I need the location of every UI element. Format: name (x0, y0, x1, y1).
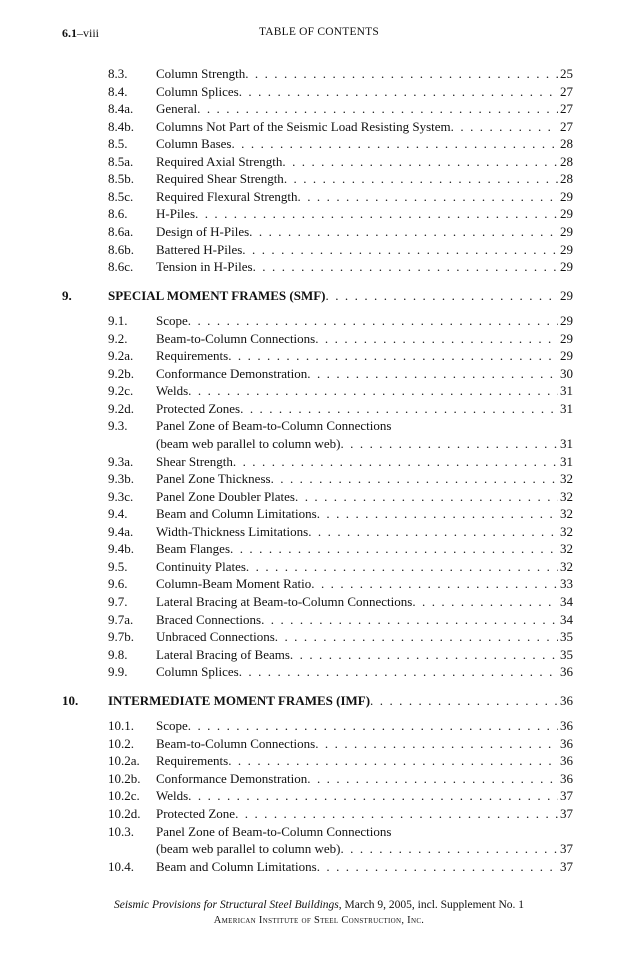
toc-entry-title-continued: (beam web parallel to column web) (156, 436, 341, 451)
toc-entry-title: Conformance Demonstration (156, 770, 308, 786)
dot-leader (326, 287, 558, 304)
dot-leader (307, 365, 558, 382)
toc-entry-number: 10.1. (108, 718, 134, 734)
toc-entry-number: 9.6. (108, 576, 128, 592)
toc-entry-line (156, 312, 573, 329)
dot-leader (195, 205, 558, 222)
toc-entry-line (156, 593, 573, 610)
toc-entry-line (156, 805, 573, 822)
toc-entry-page: 27 (560, 83, 573, 99)
dot-leader (317, 858, 558, 875)
toc-entry-number: 9.3c. (108, 488, 134, 504)
toc-entry-number: 8.4. (108, 83, 128, 99)
dot-leader (249, 223, 558, 240)
toc-entry-line (156, 223, 573, 240)
dot-leader (340, 840, 558, 857)
toc-entry-line (156, 787, 573, 804)
toc-entry-line (156, 153, 573, 170)
dot-leader (315, 735, 558, 752)
dot-leader (340, 435, 558, 452)
toc-entry-title: Columns Not Part of the Seismic Load Resisting System (156, 118, 451, 134)
toc-entry-line (156, 540, 573, 557)
toc-entry-title: Panel Zone of Beam-to-Column Connections (156, 823, 392, 839)
toc-entry-line (156, 382, 573, 399)
toc-entry-title: Unbraced Connections (156, 629, 275, 645)
toc-entry-page: 27 (560, 101, 573, 117)
toc-entry-line (156, 575, 573, 592)
toc-entry-page: 37 (560, 841, 573, 857)
dot-leader (271, 470, 558, 487)
toc-entry-number: 9.2b. (108, 365, 134, 381)
toc-entry-page: 29 (560, 313, 573, 329)
dot-leader (230, 540, 558, 557)
toc-entry-title: Column Strength (156, 66, 246, 81)
toc-entry-number: 9.1. (108, 313, 128, 329)
page-number-main: 6.1 (62, 26, 77, 40)
toc-entry-line (156, 735, 573, 752)
footer-publisher: American Institute of Steel Construction, Inc. (213, 915, 425, 926)
dot-leader (253, 258, 558, 275)
toc-entry-title: Scope (156, 313, 188, 329)
toc-entry-line (156, 558, 573, 575)
page-number-suffix: –viii (77, 26, 100, 40)
toc-entry-title: Beam and Column Limitations (156, 506, 317, 522)
toc-entry-line (156, 663, 573, 680)
toc-entry-number: 10.2c. (108, 788, 140, 804)
dot-leader (311, 575, 558, 592)
toc-entry-number: 9.2d. (108, 400, 134, 416)
toc-entry-page: 31 (560, 436, 573, 451)
toc-entry-page: 29 (560, 223, 573, 239)
toc-entry-page: 32 (560, 523, 573, 539)
running-header-title: TABLE OF CONTENTS (258, 26, 380, 38)
toc-entry-page: 32 (560, 506, 573, 522)
toc-entry-line (156, 241, 573, 258)
toc-entry-page: 32 (560, 558, 573, 574)
toc-entry-number: 9.2. (108, 330, 128, 346)
toc-entry-line (156, 417, 573, 434)
toc-entry-number: 8.5b. (108, 171, 134, 187)
dot-leader (228, 752, 558, 769)
toc-entry-number: 10.3. (108, 823, 134, 839)
toc-entry-title: Protected Zone (156, 806, 236, 821)
toc-entry-title: Welds (156, 788, 189, 804)
toc-entry-page: 30 (560, 365, 573, 381)
toc-entry-title: Tension in H-Piles (156, 259, 253, 275)
dot-leader (188, 382, 558, 399)
toc-entry-page: 31 (560, 453, 573, 469)
toc-entry-page: 28 (560, 136, 573, 152)
toc-entry-page: 27 (560, 118, 573, 134)
toc-entry-title: Conformance Demonstration (156, 365, 308, 381)
toc-entry-number: 8.6c. (108, 259, 134, 275)
toc-entry-title: Beam-to-Column Connections (156, 735, 316, 751)
toc-entry-title: Required Shear Strength (156, 171, 284, 187)
toc-entry-page: 29 (560, 287, 573, 303)
toc-entry-title: Lateral Bracing of Beams (156, 646, 290, 662)
toc-entry-title: Beam-to-Column Connections (156, 330, 316, 346)
toc-entry-number: 8.3. (108, 66, 128, 81)
dot-leader (239, 83, 558, 100)
toc-entry-number: 9.9. (108, 664, 128, 680)
toc-entry-page: 28 (560, 171, 573, 187)
toc-entry-title: General (156, 101, 198, 117)
toc-entry-title: Design of H-Piles (156, 223, 250, 239)
toc-entry-line (156, 205, 573, 222)
toc-entry-page: 37 (560, 788, 573, 804)
toc-entry-number: 9.4. (108, 506, 128, 522)
toc-entry-number: 9.4a. (108, 523, 134, 539)
toc-entry-page: 36 (560, 770, 573, 786)
toc-entry-title: INTERMEDIATE MOMENT FRAMES (IMF) (108, 692, 371, 708)
toc-entry-title: Panel Zone of Beam-to-Column Connections (156, 418, 392, 434)
toc-entry-number: 10.4. (108, 858, 134, 874)
toc-entry-number: 9. (62, 287, 72, 303)
toc-entry-title: Continuity Plates (156, 558, 246, 574)
toc-entry-title: Protected Zones (156, 400, 241, 416)
dot-leader (370, 692, 558, 709)
dot-leader (290, 646, 558, 663)
toc-entry-line (156, 258, 573, 275)
toc-entry-page: 36 (560, 735, 573, 751)
toc-entry-title: Column-Beam Moment Ratio (156, 576, 312, 592)
toc-entry-line (156, 505, 573, 522)
toc-entry-number: 8.5a. (108, 153, 134, 169)
footer-date-note: , March 9, 2005, incl. Supplement No. 1 (338, 899, 525, 911)
toc-entry-number: 9.2c. (108, 383, 134, 399)
toc-entry-title: Shear Strength (156, 453, 233, 469)
toc-entry-title: Beam Flanges (156, 541, 231, 557)
toc-entry-title: Braced Connections (156, 611, 262, 627)
toc-entry-title: Welds (156, 383, 189, 399)
toc-entry-number: 8.6b. (108, 241, 134, 257)
toc-entry-title: Requirements (156, 348, 229, 364)
toc-entry-number: 8.5c. (108, 188, 134, 204)
toc-entry-number: 8.6. (108, 206, 128, 222)
dot-leader (284, 170, 558, 187)
toc-entry-page: 29 (560, 241, 573, 257)
toc-entry-line (156, 717, 573, 734)
toc-entry-page: 31 (560, 400, 573, 416)
toc-entry-title: H-Piles (156, 206, 195, 222)
toc-entry-page: 34 (560, 593, 573, 609)
toc-entry-page: 37 (560, 806, 573, 821)
dot-leader (451, 118, 558, 135)
dot-leader (239, 663, 558, 680)
toc-entry-number: 9.8. (108, 646, 128, 662)
toc-entry-line (156, 646, 573, 663)
toc-entry-title: Required Flexural Strength (156, 188, 298, 204)
toc-entry-number: 10. (62, 692, 79, 708)
toc-entry-title: Required Axial Strength (156, 153, 283, 169)
toc-entry-number: 10.2a. (108, 753, 140, 769)
toc-entry-line (156, 435, 573, 452)
toc-entry-page: 32 (560, 488, 573, 504)
toc-entry-line (108, 692, 573, 709)
toc-entry-page: 32 (560, 541, 573, 557)
toc-entry-page: 25 (560, 66, 573, 81)
toc-entry-page: 33 (560, 576, 573, 592)
toc-entry-number: 9.3b. (108, 471, 134, 487)
toc-entry-line (156, 83, 573, 100)
toc-entry-line (156, 188, 573, 205)
dot-leader (246, 558, 558, 575)
toc-entry-page: 29 (560, 206, 573, 222)
toc-entry-title: Column Splices (156, 83, 239, 99)
toc-entry-line (156, 628, 573, 645)
toc-entry-number: 9.3a. (108, 453, 134, 469)
toc-entry-page: 36 (560, 664, 573, 680)
toc-entry-title: Column Bases (156, 136, 232, 152)
toc-entry-line (156, 400, 573, 417)
toc-entry-number: 10.2b. (108, 770, 141, 786)
dot-leader (188, 717, 558, 734)
toc-entry-line (156, 100, 573, 117)
toc-entry-number: 8.4a. (108, 101, 134, 117)
toc-entry-line (156, 611, 573, 628)
toc-entry-title: Column Splices (156, 664, 239, 680)
toc-entry-line (156, 453, 573, 470)
toc-entry-page: 35 (560, 646, 573, 662)
toc-entry-number: 9.7b. (108, 629, 134, 645)
toc-entry-number: 9.4b. (108, 541, 134, 557)
dot-leader (282, 153, 558, 170)
toc-entry-title: Battered H-Piles (156, 241, 243, 257)
toc-entry-title: Scope (156, 718, 188, 734)
toc-entry-title: Beam and Column Limitations (156, 858, 317, 874)
dot-leader (275, 628, 558, 645)
toc-entry-title: Panel Zone Thickness (156, 471, 271, 487)
toc-entry-line (156, 65, 573, 82)
toc-entry-title: Lateral Bracing at Beam-to-Column Connections (156, 593, 413, 609)
toc-entry-title: Width-Thickness Limitations (156, 523, 309, 539)
toc-entry-number: 10.2d. (108, 806, 141, 821)
toc-entry-title-continued: (beam web parallel to column web) (156, 841, 341, 857)
toc-entry-page: 29 (560, 259, 573, 275)
toc-entry-number: 10.2. (108, 735, 134, 751)
dot-leader (240, 400, 558, 417)
toc-entry-line (108, 287, 573, 304)
toc-entry-number: 8.6a. (108, 223, 134, 239)
dot-leader (261, 611, 558, 628)
dot-leader (188, 787, 558, 804)
dot-leader (233, 453, 558, 470)
toc-entry-page: 36 (560, 718, 573, 734)
toc-entry-number: 8.5. (108, 136, 128, 152)
toc-entry-number: 8.4b. (108, 118, 134, 134)
dot-leader (412, 593, 558, 610)
toc-entry-page: 29 (560, 188, 573, 204)
toc-entry-number: 9.2a. (108, 348, 134, 364)
toc-entry-line (156, 858, 573, 875)
toc-entry-line (156, 170, 573, 187)
dot-leader (307, 770, 558, 787)
toc-entry-page: 32 (560, 471, 573, 487)
toc-entry-line (156, 118, 573, 135)
toc-entry-page: 35 (560, 629, 573, 645)
dot-leader (315, 330, 558, 347)
toc-entry-line (156, 523, 573, 540)
toc-entry-line (156, 488, 573, 505)
toc-entry-line (156, 823, 573, 840)
toc-entry-number: 9.3. (108, 418, 128, 434)
footer-publication-title: Seismic Provisions for Structural Steel Buildings (113, 899, 339, 911)
dot-leader (188, 312, 558, 329)
toc-entry-title: Requirements (156, 753, 229, 769)
toc-entry-number: 9.7. (108, 593, 128, 609)
toc-entry-title: Panel Zone Doubler Plates (156, 488, 295, 504)
toc-entry-line (156, 752, 573, 769)
toc-entry-line (156, 840, 573, 857)
dot-leader (231, 135, 558, 152)
dot-leader (298, 188, 558, 205)
dot-leader (235, 805, 558, 822)
toc-entry-line (156, 347, 573, 364)
dot-leader (228, 347, 558, 364)
toc-entry-page: 36 (560, 753, 573, 769)
toc-entry-page: 29 (560, 330, 573, 346)
toc-entry-page: 37 (560, 858, 573, 874)
dot-leader (317, 505, 558, 522)
toc-entry-line (156, 470, 573, 487)
footer-citation (0, 899, 638, 911)
dot-leader (245, 65, 558, 82)
toc-entry-page: 34 (560, 611, 573, 627)
toc-entry-line (156, 135, 573, 152)
toc-entry-page: 36 (560, 692, 573, 708)
toc-entry-title: SPECIAL MOMENT FRAMES (SMF) (108, 287, 326, 303)
toc-entry-line (156, 330, 573, 347)
dot-leader (242, 241, 558, 258)
toc-entry-number: 9.5. (108, 558, 128, 574)
toc-entry-line (156, 770, 573, 787)
toc-entry-page: 29 (560, 348, 573, 364)
toc-entry-page: 28 (560, 153, 573, 169)
toc-entry-number: 9.7a. (108, 611, 134, 627)
dot-leader (295, 488, 558, 505)
toc-entry-page: 31 (560, 383, 573, 399)
toc-entry-line (156, 365, 573, 382)
dot-leader (197, 100, 558, 117)
dot-leader (308, 523, 558, 540)
